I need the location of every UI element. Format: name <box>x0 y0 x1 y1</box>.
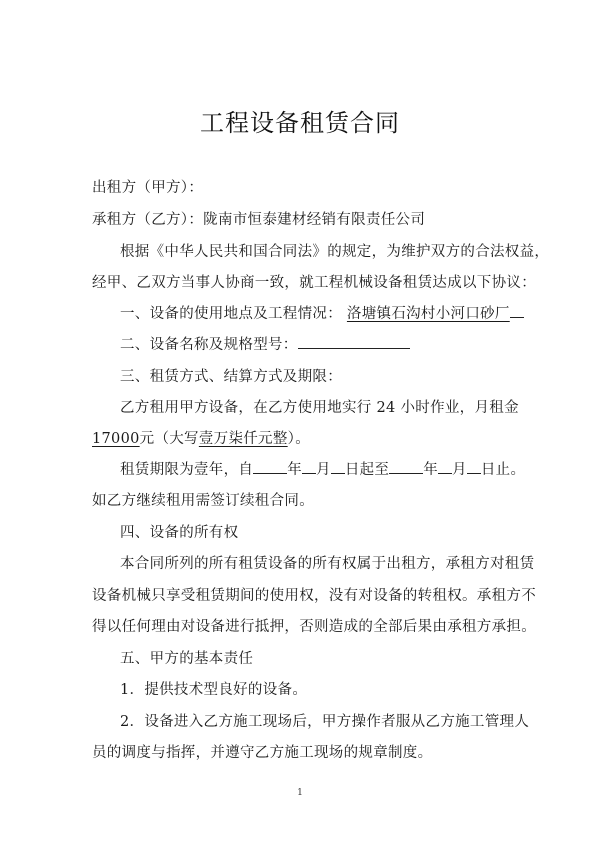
rent-unit: 元（大写 <box>139 431 199 447</box>
party-b-name: 陇南市恒泰建材经销有限责任公司 <box>203 212 426 228</box>
party-a-line <box>92 176 203 197</box>
ownership-line-1: 本合同所列的所有租赁设备的所有权属于出租方，承租方对租赁 <box>120 556 535 572</box>
end-year-blank <box>389 459 423 474</box>
rent-line-1: 乙方租用甲方设备，在乙方使用地实行 24 小时作业，月租金 <box>120 400 519 416</box>
term-year-1: 年 <box>287 462 303 478</box>
term-day-2: 日止。 <box>480 462 526 478</box>
term-day-1: 日起至 <box>344 462 390 478</box>
party-b-line <box>92 208 425 229</box>
term-line-1 <box>120 458 525 479</box>
ownership-line-3: 得以任何理由对设备进行抵押，否则造成的全部后果由承租方承担。 <box>92 619 536 635</box>
duty-2-line-1: 2．设备进入乙方施工现场后，甲方操作者服从乙方施工管理人 <box>120 714 530 730</box>
term-month-2: 月 <box>452 462 467 478</box>
intro-line-2: 经甲、乙双方当事人协商一致，就工程机械设备租赁达成以下协议： <box>92 275 536 291</box>
end-day-blank <box>467 459 481 474</box>
section-4-heading: 四、设备的所有权 <box>120 525 239 541</box>
section-2-blank <box>298 334 410 349</box>
rent-amount: 17000 <box>92 431 140 447</box>
section-1-underline-tail <box>510 303 524 318</box>
party-b-label: 承租方（乙方）： <box>92 212 204 228</box>
ownership-line-2: 设备机械只享受租赁期间的使用权，没有对设备的转租权。承租方不 <box>92 588 536 604</box>
section-5-heading: 五、甲方的基本责任 <box>120 651 254 667</box>
start-year-blank <box>253 459 287 474</box>
start-day-blank <box>331 459 345 474</box>
document-title: 工程设备租赁合同 <box>200 109 400 137</box>
rent-close: ）。 <box>287 431 311 447</box>
rent-amount-words: 壹万柒仟元整 <box>198 431 288 447</box>
term-line-2: 如乙方继续租用需签订续租合同。 <box>92 493 314 509</box>
duty-2-line-2: 员的调度与指挥，并遵守乙方施工现场的规章制度。 <box>92 745 433 761</box>
section-2-line <box>120 333 410 354</box>
section-1-line <box>120 302 524 323</box>
term-prefix: 租赁期限为壹年，自 <box>120 462 254 478</box>
start-month-blank <box>302 459 316 474</box>
section-1-value: 洛塘镇石沟村小河口砂厂 <box>346 306 510 322</box>
section-2-label: 二、设备名称及规格型号： <box>120 337 298 353</box>
duty-1: 1．提供技术型良好的设备。 <box>120 682 308 698</box>
term-year-2: 年 <box>423 462 439 478</box>
party-a-label: 出租方（甲方）： <box>92 180 204 196</box>
page-number: 1 <box>297 788 303 798</box>
section-1-label: 一、设备的使用地点及工程情况： <box>120 306 342 322</box>
section-3-heading: 三、租赁方式、结算方式及期限： <box>120 369 342 385</box>
end-month-blank <box>438 459 452 474</box>
term-month-1: 月 <box>316 462 331 478</box>
rent-line-2 <box>92 427 310 448</box>
intro-line-1: 根据《中华人民共和国合同法》的规定，为维护双方的合法权益， <box>120 244 550 260</box>
